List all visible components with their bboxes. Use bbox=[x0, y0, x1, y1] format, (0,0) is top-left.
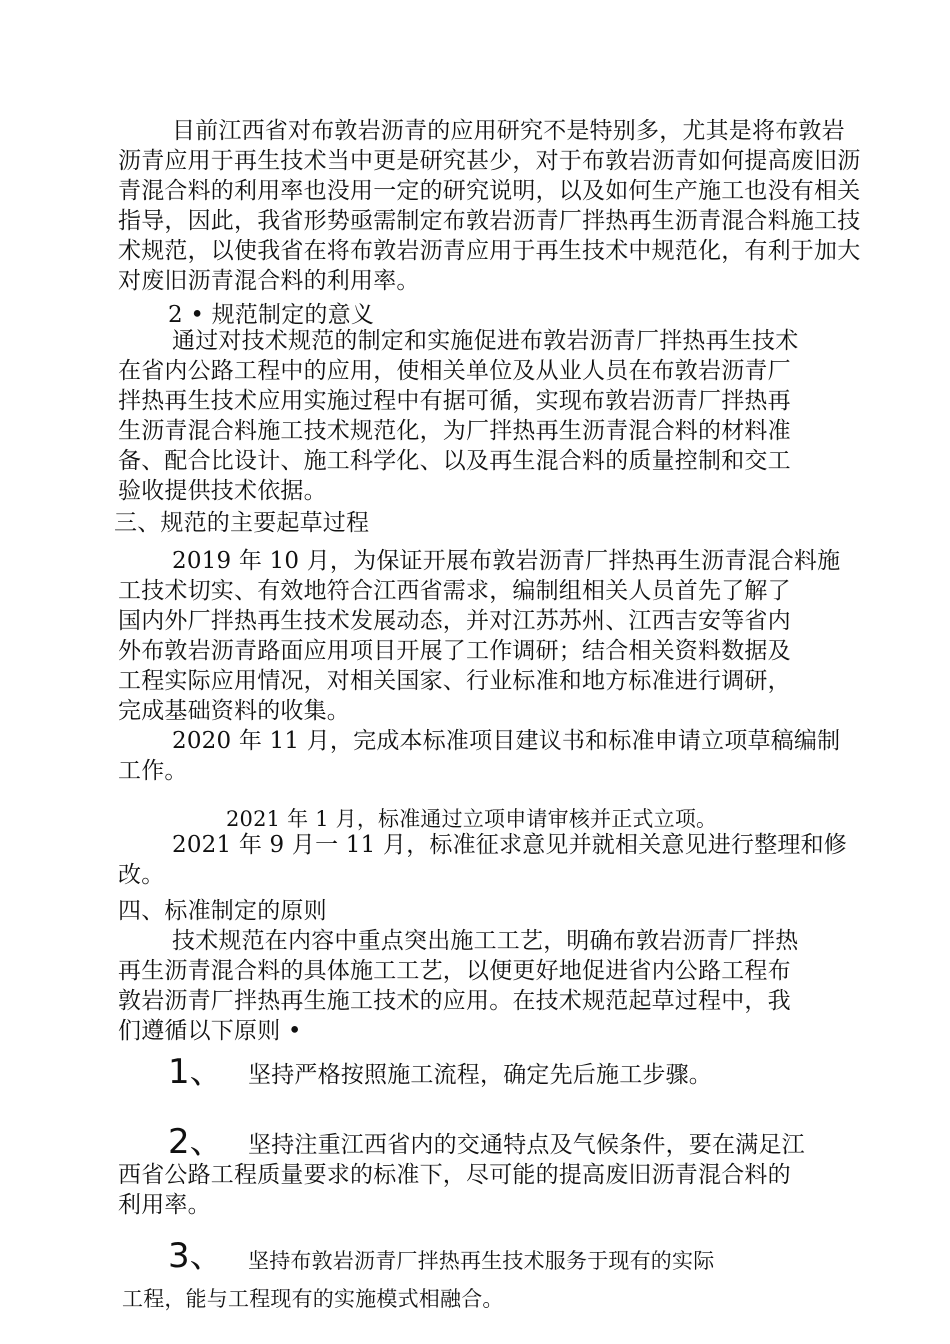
paragraph-line: 生沥青混合料施工技术规范化，为厂拌热再生沥青混合料的材料准 bbox=[118, 418, 791, 444]
list-item-line: 西省公路工程质量要求的标准下，尽可能的提高废旧沥青混合料的 bbox=[118, 1162, 791, 1188]
paragraph-line: 目前江西省对布敦岩沥青的应用研究不是特别多，尤其是将布敦岩 bbox=[172, 118, 845, 144]
list-number: 3、 bbox=[168, 1236, 224, 1276]
list-item-line: 坚持严格按照施工流程，确定先后施工步骤。 bbox=[248, 1062, 712, 1088]
paragraph-line: 们遵循以下原则 • bbox=[118, 1018, 302, 1044]
paragraph-line: 拌热再生技术应用实施过程中有据可循，实现布敦岩沥青厂拌热再 bbox=[118, 388, 791, 414]
paragraph-line: 国内外厂拌热再生技术发展动态，并对江苏苏州、江西吉安等省内 bbox=[118, 608, 791, 634]
paragraph-line: 沥青应用于再生技术当中更是研究甚少，对于布敦岩沥青如何提高废旧沥 bbox=[118, 148, 861, 174]
list-item-line: 利用率。 bbox=[118, 1192, 211, 1218]
paragraph-line: 2019 年 10 月，为保证开展布敦岩沥青厂拌热再生沥青混合料施 bbox=[172, 548, 841, 574]
paragraph-line: 工程实际应用情况，对相关国家、行业标准和地方标准进行调研， bbox=[118, 668, 791, 694]
subheading: 2 • 规范制定的意义 bbox=[168, 302, 375, 328]
paragraph-line: 在省内公路工程中的应用，使相关单位及从业人员在布敦岩沥青厂 bbox=[118, 358, 791, 384]
list-number: 1、 bbox=[168, 1052, 224, 1092]
paragraph-line: 改。 bbox=[118, 862, 165, 888]
paragraph-line: 青混合料的利用率也没用一定的研究说明，以及如何生产施工也没有相关 bbox=[118, 178, 861, 204]
paragraph-line: 技术规范在内容中重点突出施工工艺，明确布敦岩沥青厂拌热 bbox=[172, 928, 799, 954]
paragraph-line: 术规范，以使我省在将布敦岩沥青应用于再生技术中规范化，有利于加大 bbox=[118, 238, 861, 264]
paragraph-line: 工作。 bbox=[118, 758, 188, 784]
paragraph-line: 2020 年 11 月，完成本标准项目建议书和标准申请立项草稿编制 bbox=[172, 728, 841, 754]
list-item-line: 坚持布敦岩沥青厂拌热再生技术服务于现有的实际 bbox=[248, 1249, 715, 1273]
list-number: 2、 bbox=[168, 1122, 224, 1162]
paragraph-line: 验收提供技术依据。 bbox=[118, 478, 327, 504]
list-item-line: 工程，能与工程现有的实施模式相融合。 bbox=[122, 1287, 504, 1311]
paragraph-line: 外布敦岩沥青路面应用项目开展了工作调研；结合相关资料数据及 bbox=[118, 638, 791, 664]
paragraph-line: 指导，因此，我省形势亟需制定布敦岩沥青厂拌热再生沥青混合料施工技 bbox=[118, 208, 861, 234]
paragraph-line: 敦岩沥青厂拌热再生施工技术的应用。在技术规范起草过程中，我 bbox=[118, 988, 791, 1014]
section-heading: 四、标准制定的原则 bbox=[118, 898, 327, 924]
paragraph-line: 通过对技术规范的制定和实施促进布敦岩沥青厂拌热再生技术 bbox=[172, 328, 799, 354]
section-heading: 三、规范的主要起草过程 bbox=[114, 510, 370, 536]
paragraph-line: 备、配合比设计、施工科学化、以及再生混合料的质量控制和交工 bbox=[118, 448, 791, 474]
paragraph-line: 对废旧沥青混合料的利用率。 bbox=[118, 268, 420, 294]
paragraph-line: 再生沥青混合料的具体施工工艺，以便更好地促进省内公路工程布 bbox=[118, 958, 791, 984]
paragraph-line: 2021 年 1 月，标准通过立项申请审核并正式立项。 bbox=[226, 807, 718, 831]
paragraph-line: 2021 年 9 月一 11 月，标准征求意见并就相关意见进行整理和修 bbox=[172, 832, 847, 858]
list-item-line: 坚持注重江西省内的交通特点及气候条件，要在满足江 bbox=[248, 1132, 805, 1158]
paragraph-line: 工技术切实、有效地符合江西省需求，编制组相关人员首先了解了 bbox=[118, 578, 791, 604]
paragraph-line: 完成基础资料的收集。 bbox=[118, 698, 350, 724]
